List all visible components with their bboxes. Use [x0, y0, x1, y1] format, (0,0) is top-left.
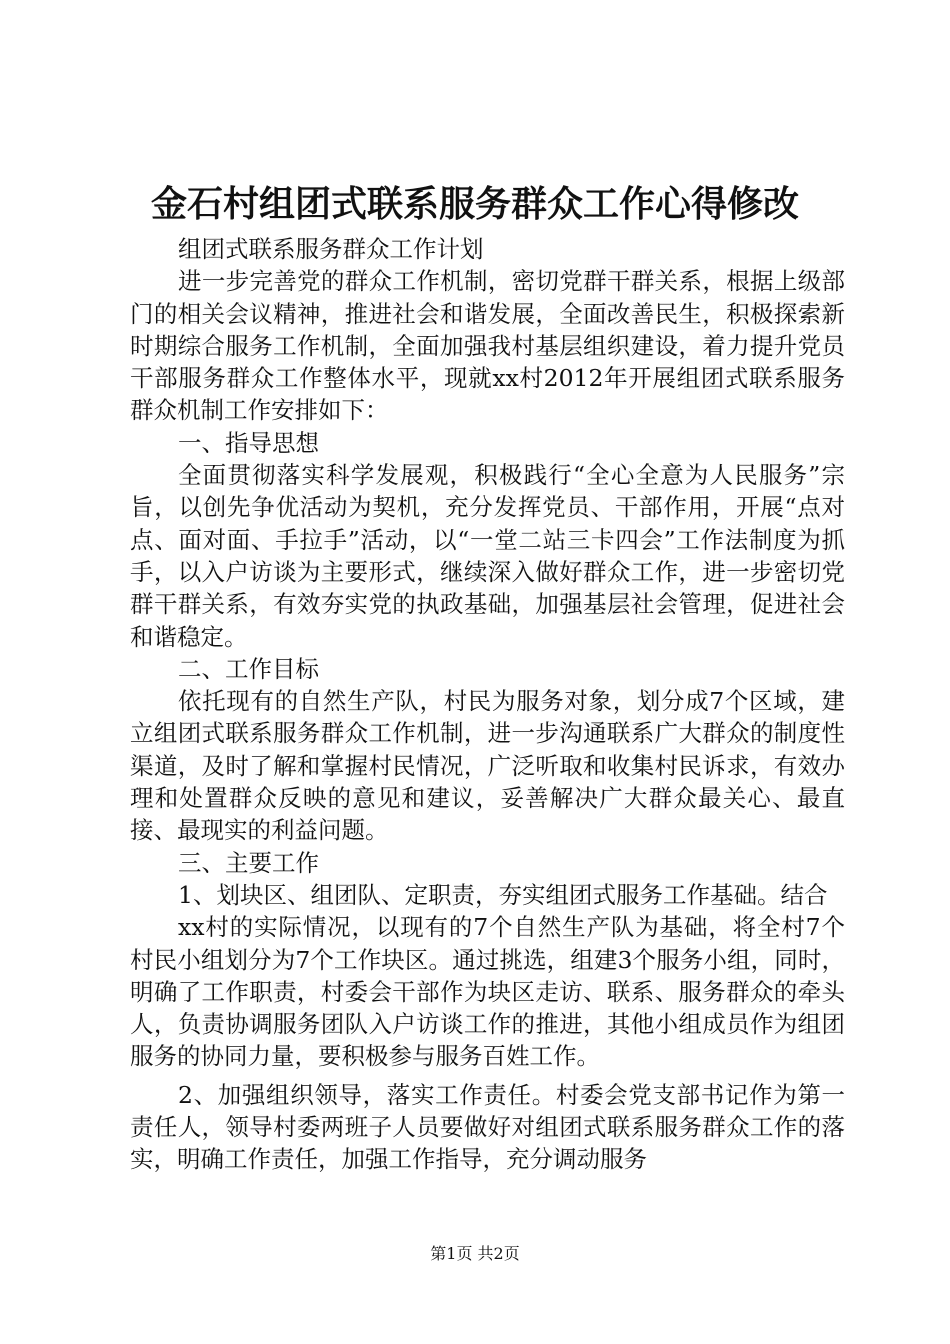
section-heading-guiding-thought: 一、指导思想: [178, 428, 319, 457]
section-heading-work-goals: 二、工作目标: [178, 654, 319, 683]
document-body: [130, 233, 845, 1176]
paragraph-plan-heading: 组团式联系服务群众工作计划: [178, 235, 484, 263]
page-footer: 第1页 共2页: [430, 1244, 520, 1263]
paragraph-work-goals: 依托现有的自然生产队，村民为服务对象，划分成7个区域，建立组团式联系服务群众工作机制，进一步沟通联系广大群众的制度性渠道，及时了解和掌握村民情况，广泛听取和收集村民诉求，有效办理和处置群众反映的意见和建议，妥善解决广大群众最关心、最直接、最现实的利益问题。: [130, 687, 845, 845]
paragraph-guiding-thought: 全面贯彻落实科学发展观，积极践行“全心全意为人民服务”宗旨，以创先争优活动为契机，充分发挥党员、干部作用，开展“点对点、面对面、手拉手”活动，以“一堂二站三卡四会”工作法制度为抓手，以入户访谈为主要形式，继续深入做好群众工作，进一步密切党群干群关系，有效夯实党的执政基础，加强基层社会管理，促进社会和谐稳定。: [130, 461, 845, 651]
document-title: 金石村组团式联系服务群众工作心得修改: [150, 183, 799, 225]
paragraph-intro: 进一步完善党的群众工作机制，密切党群干群关系，根据上级部门的相关会议精神，推进社会和谐发展，全面改善民生，积极探索新时期综合服务工作机制，全面加强我村基层组织建设，着力提升党员干部服务群众工作整体水平，现就xx村2012年开展组团式联系服务群众机制工作安排如下：: [130, 267, 845, 425]
paragraph-main-work-detail: xx村的实际情况，以现有的7个自然生产队为基础，将全村7个村民小组划分为7个工作块区。通过挑选，组建3个服务小组，同时，明确了工作职责，村委会干部作为块区走访、联系、服务群众的牵头人，负责协调服务团队入户访谈工作的推进，其他小组成员作为组团服务的协同力量，要积极参与服务百姓工作。: [130, 913, 845, 1071]
paragraph-main-work-item-1: 1、划块区、组团队、定职责，夯实组团式服务工作基础。结合: [178, 880, 828, 909]
paragraph-main-work-item-2: 2、加强组织领导，落实工作责任。村委会党支部书记作为第一责任人，领导村委两班子人员要做好对组团式联系服务群众工作的落实，明确工作责任，加强工作指导，充分调动服务: [130, 1080, 845, 1174]
section-heading-main-work: 三、主要工作: [178, 848, 319, 877]
